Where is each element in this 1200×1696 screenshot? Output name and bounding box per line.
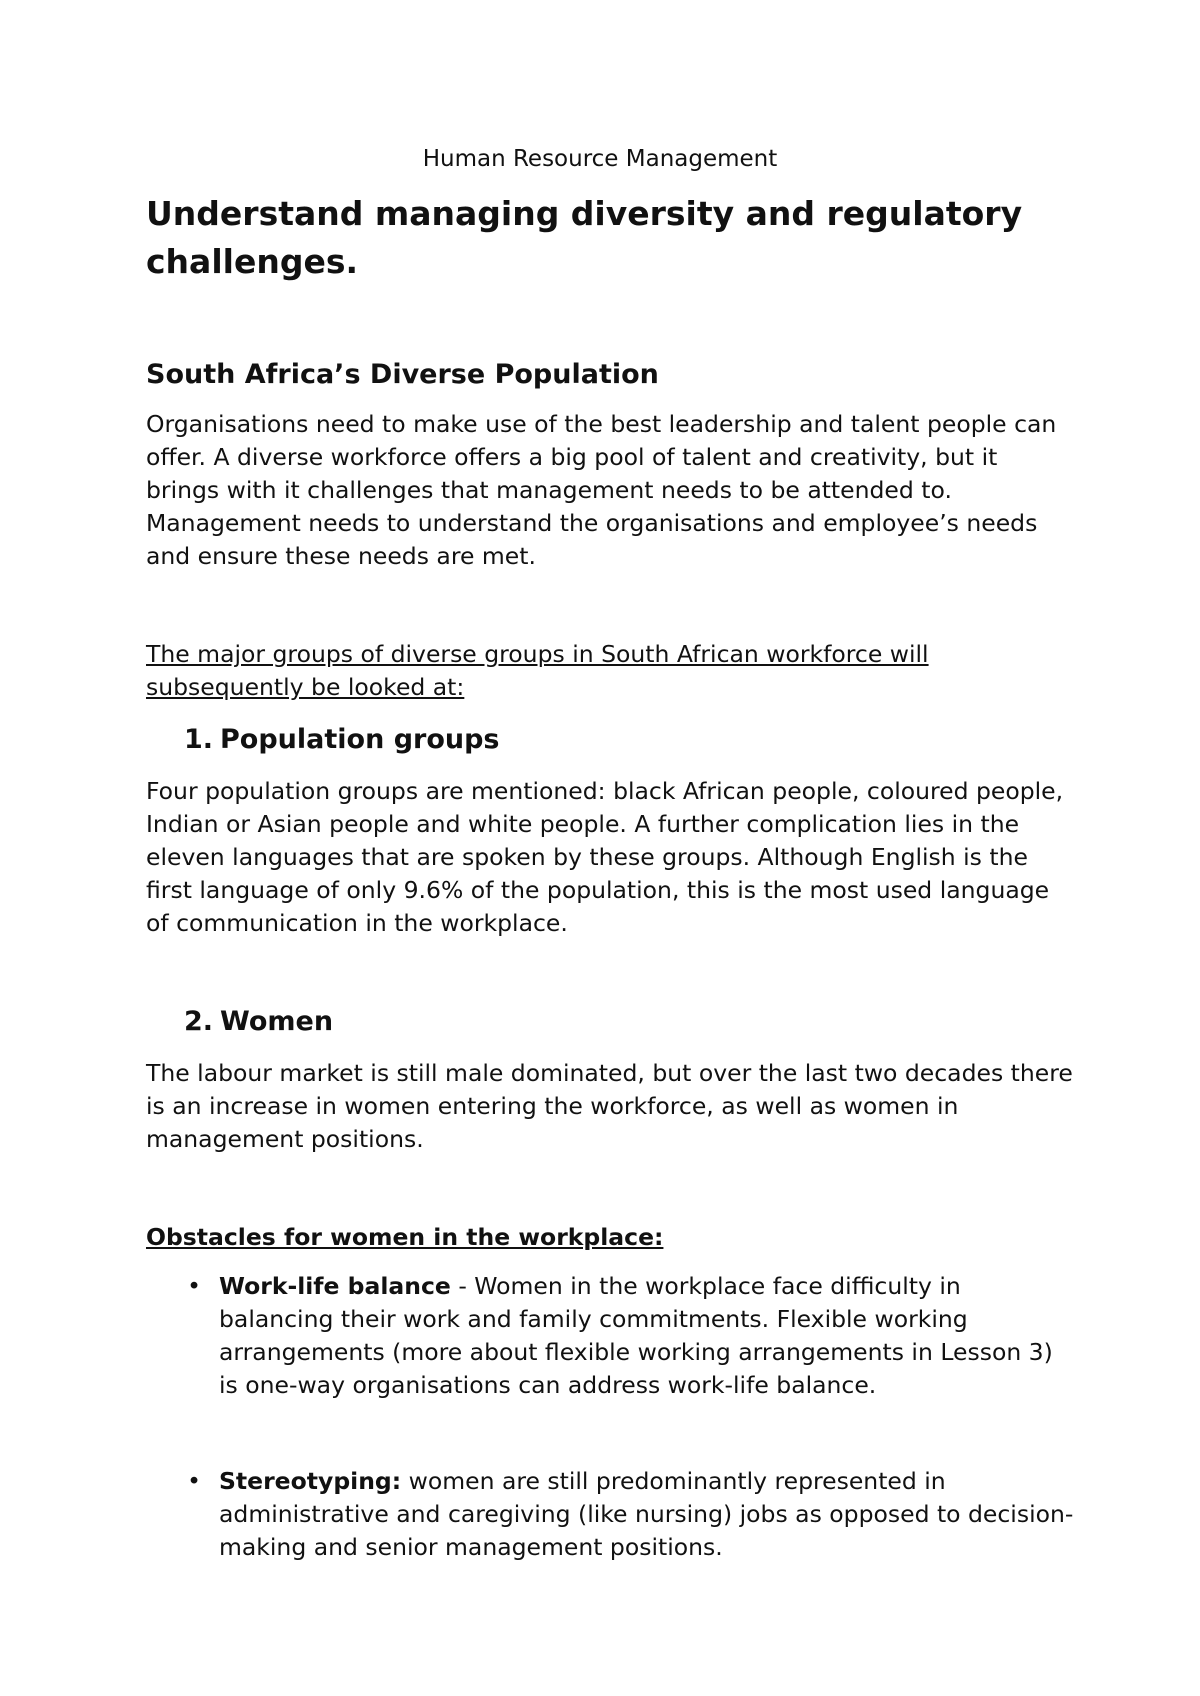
header-title: Human Resource Management (422, 146, 778, 172)
group-number: 1. (184, 724, 214, 755)
section-heading: South Africa’s Diverse Population (146, 359, 659, 390)
groups-intro: The major groups of diverse groups in South African workforce will subsequently be looked at: (146, 640, 929, 701)
list-item-text (219, 1270, 1079, 1402)
group-heading-population (184, 721, 500, 759)
bullet-icon: • (187, 1272, 201, 1300)
list-item-body: - Women in the workplace face difficulty in balancing their work and family commitments. Flexible working arrangements (more about flexible working arrangements in Lesson 3) is one-way organisations can address work-life balance. (219, 1272, 1053, 1399)
main-title: Understand managing diversity and regulatory challenges. (146, 194, 1023, 281)
group-heading-label: Women (220, 1006, 334, 1037)
bullet-icon: • (187, 1467, 201, 1495)
group-number: 2. (184, 1006, 214, 1037)
list-item-lead: Work-life balance (219, 1272, 451, 1300)
group-heading-label: Population groups (220, 724, 500, 755)
population-paragraph: Four population groups are mentioned: black African people, coloured people, Indian or Asian people and white people. A further complication lies in the eleven languages that are spoken by these groups. Although English is the first language of only 9.6% of the population, this is the most used language of communication in the workplace. (146, 777, 1064, 937)
list-item-lead: Stereotyping: (219, 1467, 402, 1495)
list-item-body: women are still predominantly represented in administrative and caregiving (like nursing) jobs as opposed to decision-making and senior management positions. (219, 1467, 1074, 1561)
intro-paragraph: Organisations need to make use of the best leadership and talent people can offer. A diverse workforce offers a big pool of talent and creativity, but it brings with it challenges that management needs to be attended to. Management needs to understand the organisations and employee’s needs and ensure these needs are met. (146, 410, 1057, 570)
obstacles-heading: Obstacles for women in the workplace: (146, 1223, 664, 1251)
group-heading-women (184, 1003, 333, 1041)
list-item-text (219, 1465, 1079, 1564)
women-paragraph: The labour market is still male dominated, but over the last two decades there is an increase in women entering the workforce, as well as women in management positions. (146, 1059, 1073, 1153)
